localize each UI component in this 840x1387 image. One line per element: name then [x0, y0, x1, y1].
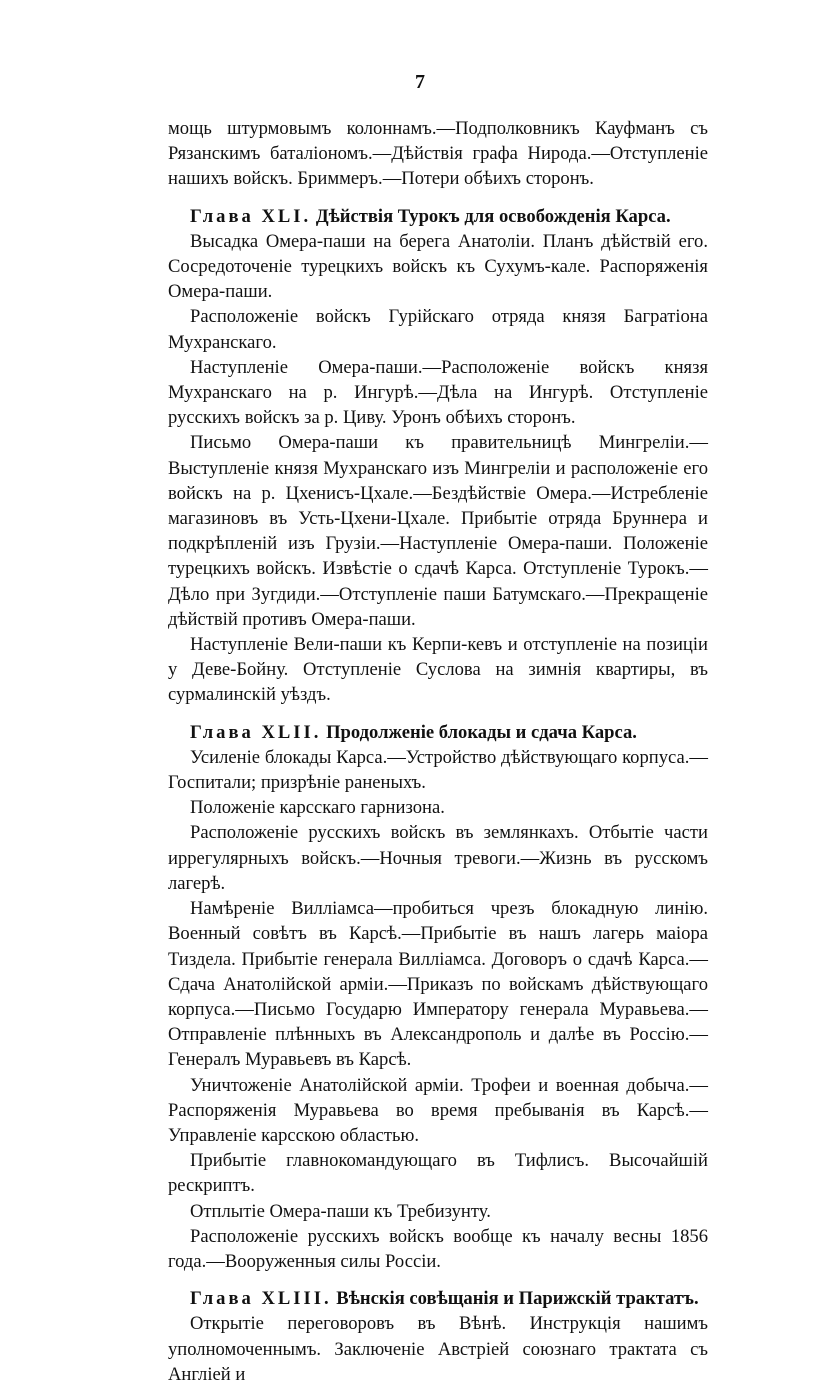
chapter-heading-xliii [168, 1286, 708, 1311]
chapter-heading-xli [168, 204, 708, 229]
paragraph: Наступленіе Вели-паши къ Керпи-кевъ и отступленіе на позиціи у Деве-Бойну. Отступленіе Суслова на зимнія квартиры, въ сурмалинскій уѣздъ. [168, 634, 708, 706]
paragraph: Отплытіе Омера-паши къ Требизунту. [190, 1200, 491, 1222]
paragraph: Усиленіе блокады Карса.—Устройство дѣйствующаго корпуса.—Госпитали; призрѣніе раненыхъ. [168, 746, 708, 794]
paragraph: Прибытіе главнокомандующаго въ Тифлисъ. Высочайшій рескриптъ. [168, 1150, 708, 1197]
page-number: 7 [415, 71, 425, 93]
intro-paragraph: мощь штурмовымъ колоннамъ.—Подполковникъ Кауфманъ съ Рязанскимъ баталіономъ.—Дѣйствія графа Нирода.—Отступленіе нашихъ войскъ. Бриммеръ.—Потери обѣихъ сторонъ. [168, 118, 708, 190]
chapter-title: Продолженіе блокады и сдача Карса. [326, 721, 637, 743]
paragraph: Расположеніе русскихъ войскъ вообще къ началу весны 1856 года.—Вооруженныя силы Россіи. [168, 1225, 708, 1272]
chapter-title: Вѣнскія совѣщанія и Парижскій трактатъ. [336, 1288, 699, 1310]
paragraph: Наступленіе Омера-паши.—Расположеніе войскъ князя Мухранскаго на р. Ингурѣ.—Дѣла на Ингурѣ. Отступленіе русскихъ войскъ за р. Циву. Уронъ обѣихъ сторонъ. [168, 356, 708, 429]
paragraph: Положеніе карсскаго гарнизона. [190, 797, 445, 819]
text-column [168, 116, 708, 1387]
chapter-label: Глава XLIII. [190, 1288, 332, 1310]
chapter-heading-xlii [168, 720, 708, 745]
paragraph: Расположеніе русскихъ войскъ въ землянкахъ. Отбытіе части иррегулярныхъ войскъ.—Ночныя тревоги.—Жизнь въ русскомъ лагерѣ. [168, 822, 708, 894]
paragraph: Намѣреніе Вилліамса—пробиться чрезъ блокадную линію. Военный совѣтъ въ Карсѣ.—Прибытіе въ нашъ лагерь маіора Тиздела. Прибытіе генерала Вилліамса. Договоръ о сдачѣ Карса.—Сдача Анатолійской арміи.—Приказъ по войскамъ дѣйствующаго корпуса.—Письмо Государю Императору генерала Муравьева.—Отправленіе плѣнныхъ въ Александрополь и далѣе въ Россію.—Генералъ Муравьевъ въ Карсѣ. [168, 898, 708, 1071]
paragraph: Высадка Омера-паши на берега Анатоліи. Планъ дѣйствій его. Сосредоточеніе турецкихъ войскъ къ Сухумъ-кале. Распоряженія Омера-паши. [168, 230, 708, 303]
paragraph: Письмо Омера-паши къ правительницѣ Мингреліи.—Выступленіе князя Мухранскаго изъ Мингреліи и расположеніе его войскъ на р. Цхенисъ-Цхале.—Бездѣйствіе Омера.—Истребленіе магазиновъ въ Усть-Цхени-Цхале. Прибытіе отряда Бруннера и подкрѣпленій изъ Грузіи.—Наступленіе Омера-паши. Положеніе турецкихъ войскъ. Извѣстіе о сдачѣ Карса. Отступленіе Турокъ.—Дѣло при Зугдиди.—Отступленіе паши Батумскаго.—Прекращеніе дѣйствій противъ Омера-паши. [168, 432, 708, 630]
paragraph: Открытіе переговоровъ въ Вѣнѣ. Инструкція нашимъ уполномоченнымъ. Заключеніе Австріей союзнаго трактата съ Англіей и [168, 1313, 708, 1385]
chapter-title: Дѣйствія Турокъ для освобожденія Карса. [315, 205, 671, 227]
chapter-label: Глава XLI. [190, 205, 312, 227]
paragraph: Уничтоженіе Анатолійской арміи. Трофеи и военная добыча.—Распоряженія Муравьева во время пребыванія въ Карсѣ.—Управленіе карсскою областью. [168, 1074, 708, 1146]
paragraph: Расположеніе войскъ Гурійскаго отряда князя Багратіона Мухранскаго. [168, 306, 708, 353]
chapter-label: Глава XLII. [190, 721, 322, 743]
